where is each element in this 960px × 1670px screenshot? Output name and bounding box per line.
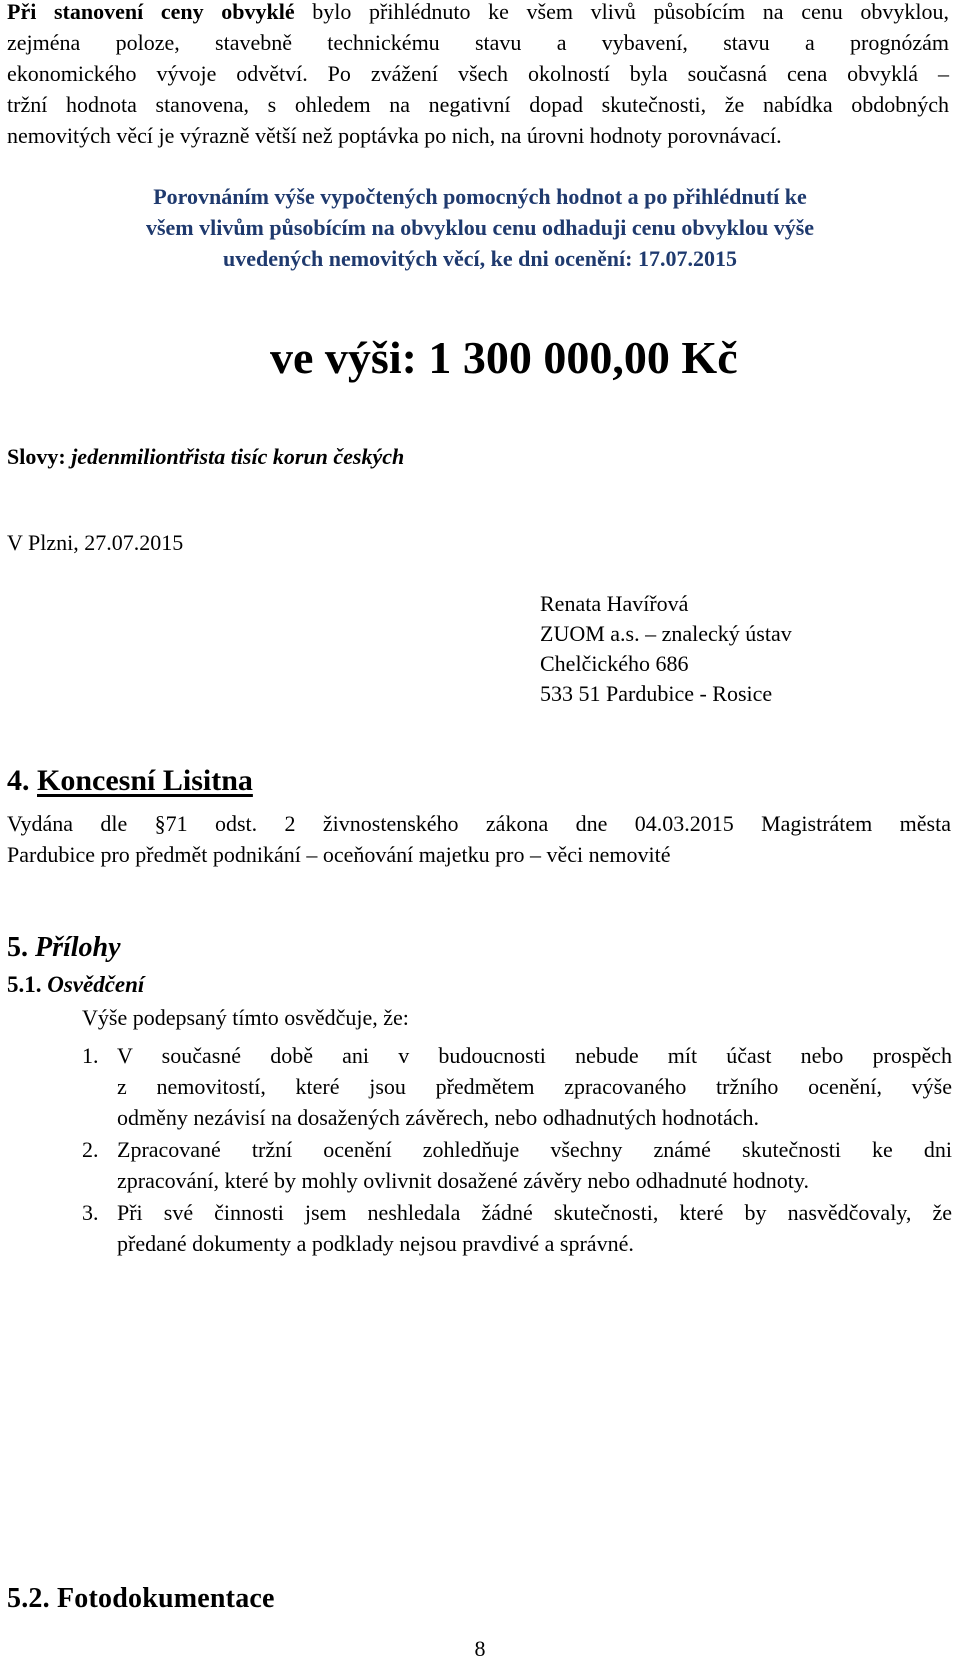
section-title: Osvědčení (47, 972, 145, 997)
declaration-intro: Výše podepsaný tímto osvědčuje, že: (82, 1005, 409, 1030)
paragraph-line (7, 0, 949, 27)
paragraph-text: bylo přihlédnuto ke všem vlivů působícím na cenu obvyklou, (294, 0, 949, 24)
item-line: zpracování, které by mohly ovlivnit dosažené závěry nebo odhadnuté hodnoty. (117, 1168, 809, 1193)
paragraph-line: tržní hodnota stanovena, s ohledem na negativní dopad skutečnosti, že nabídka obdobných (7, 92, 949, 117)
license-line: Vydána dle §71 odst. 2 živnostenského zákona dne 04.03.2015 Magistrátem města (7, 811, 951, 836)
item-line: z nemovitostí, které jsou předmětem zpracovaného tržního ocenění, výše (117, 1074, 952, 1099)
price-heading (0, 330, 960, 386)
paragraph-line: ekonomického vývoje odvětví. Po zvážení všech okolností byla současná cena obvyklá – (7, 61, 949, 86)
item-line: Zpracované tržní ocenění zohledňuje všechny známé skutečnosti ke dni (117, 1137, 952, 1162)
bold-term: Při stanovení ceny obvyklé (7, 0, 295, 24)
license-line: Pardubice pro předmět podnikání – oceňování majetku pro – věci nemovité (7, 842, 671, 867)
item-number: 2. (82, 1137, 99, 1162)
paragraph-line: nemovitých věcí je výrazně větší než poptávka po nich, na úrovni hodnoty porovnávací. (7, 123, 782, 148)
section-5-heading (7, 932, 121, 964)
section-number: 5.1. (7, 972, 42, 997)
section-title: Přílohy (35, 932, 121, 963)
license-paragraph (7, 808, 951, 870)
item-number: 3. (82, 1200, 99, 1225)
words-value: jedenmiliontřista tisíc korun českých (71, 444, 405, 469)
price-in-words (7, 441, 404, 472)
paragraph-line: zejména poloze, stavebně technickému stavu a vybavení, stavu a prognózám (7, 30, 949, 55)
section-5-1-heading (7, 972, 144, 998)
section-5-2-heading: 5.2. Fotodokumentace (7, 1583, 275, 1614)
page-number: 8 (474, 1636, 486, 1661)
signer-city: 533 51 Pardubice - Rosice (540, 681, 773, 706)
place-date: V Plzni, 27.07.2015 (7, 530, 184, 555)
signer-name: Renata Havířová (540, 591, 689, 616)
signer-street: Chelčického 686 (540, 651, 689, 676)
item-line: předané dokumenty a podklady nejsou pravdivé a správné. (117, 1231, 634, 1256)
conclusion-line: uvedených nemovitých věcí, ke dni ocenění: 17.07.2015 (223, 246, 737, 271)
list-item (82, 1134, 952, 1196)
list-item (82, 1040, 952, 1133)
signer-organization: ZUOM a.s. – znalecký ústav (540, 621, 792, 646)
item-line: Při své činnosti jsem neshledala žádné skutečnosti, které by nasvědčovaly, že (117, 1200, 952, 1225)
signature-block (540, 589, 792, 709)
section-4-heading (7, 764, 253, 798)
valuation-paragraph (7, 0, 949, 151)
valuation-conclusion (60, 181, 900, 274)
conclusion-line: všem vlivům působícím na obvyklou cenu odhaduji cenu obvyklou výše (145, 215, 815, 240)
words-label: Slovy: (7, 444, 66, 469)
item-line: odměny nezávisí na dosažených závěrech, nebo odhadnutých hodnotách. (117, 1105, 760, 1130)
item-number: 1. (82, 1043, 99, 1068)
section-number: 5. (7, 932, 28, 963)
section-title: Koncesní Lisitna (37, 764, 253, 797)
list-item (82, 1197, 952, 1259)
section-number: 4. (7, 764, 30, 797)
conclusion-line: Porovnáním výše vypočtených pomocných hodnot a po přihlédnutí ke (153, 184, 807, 209)
price-value: ve výši: 1 300 000,00 Kč (270, 332, 738, 383)
item-line: V současné době ani v budoucnosti nebude mít účast nebo prospěch (117, 1043, 952, 1068)
